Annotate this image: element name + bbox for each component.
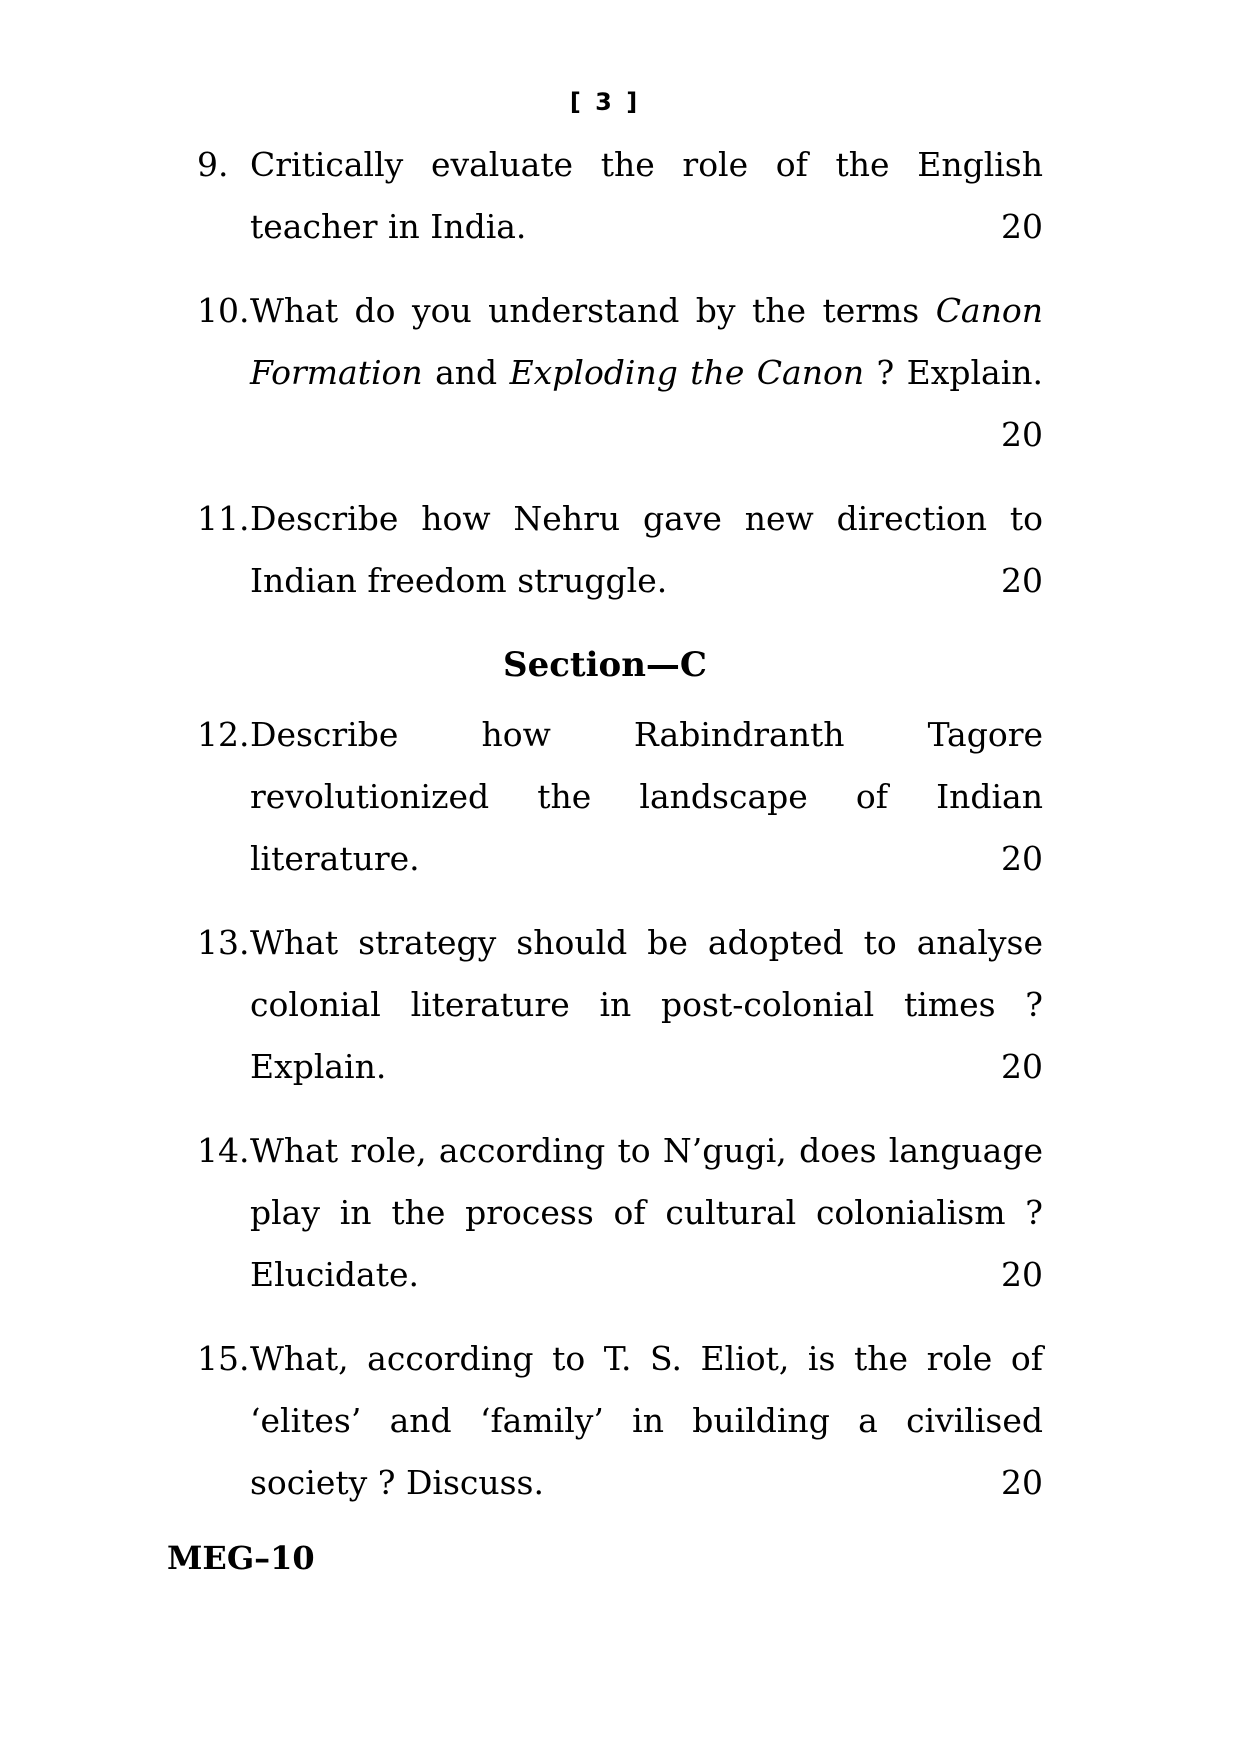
- question-text-line: [250, 404, 1043, 466]
- question-text-line: [250, 1390, 1043, 1452]
- question-14: [167, 1120, 1043, 1306]
- question-number: 15.: [197, 1339, 250, 1378]
- question-text: [250, 715, 1043, 754]
- question-text-line: [250, 828, 1043, 890]
- text-segment: literature.: [250, 839, 420, 878]
- text-segment: What strategy should be adopted to analyse: [250, 923, 1043, 962]
- question-text-line: [250, 550, 1043, 612]
- question-9: [167, 134, 1043, 258]
- question-text: [250, 985, 1043, 1024]
- page-number: [ 3 ]: [569, 88, 641, 116]
- question-text: [250, 839, 420, 878]
- text-segment: colonial literature in post-colonial times ?: [250, 985, 1043, 1024]
- question-text-line: [250, 766, 1043, 828]
- question-text-line: [250, 1120, 1043, 1182]
- question-text: [250, 1339, 1043, 1378]
- question-body: [250, 912, 1043, 1098]
- question-text-line: [250, 704, 1043, 766]
- text-segment: ‘elites’ and ‘family’ in building a civilised: [250, 1401, 1043, 1440]
- marks-value: 20: [1001, 1255, 1043, 1294]
- text-segment: Elucidate.: [250, 1255, 420, 1294]
- question-text: [250, 1131, 1043, 1170]
- marks-value: 20: [1001, 415, 1043, 454]
- question-text-line: [250, 1182, 1043, 1244]
- question-number: 13.: [197, 923, 250, 962]
- question-number: 12.: [197, 715, 250, 754]
- question-text: [250, 1193, 1043, 1232]
- question-number: 10.: [197, 291, 250, 330]
- question-number: 9.: [197, 145, 229, 184]
- marks-value: 20: [1001, 207, 1043, 246]
- italic-term: Canon: [935, 291, 1043, 330]
- question-text: [250, 777, 1043, 816]
- text-segment: Critically evaluate the role of the English: [250, 145, 1043, 184]
- question-text: [250, 353, 1043, 392]
- text-segment: Describe how Rabindranth Tagore: [250, 715, 1043, 754]
- question-text: [250, 1047, 386, 1086]
- italic-term: Formation: [250, 353, 423, 392]
- text-segment: Indian freedom struggle.: [250, 561, 668, 600]
- question-text: [250, 923, 1043, 962]
- question-text-line: [250, 134, 1043, 196]
- text-segment: play in the process of cultural colonialism ?: [250, 1193, 1043, 1232]
- question-text-line: [250, 1328, 1043, 1390]
- text-segment: and: [422, 353, 510, 392]
- question-text-line: [250, 1452, 1043, 1514]
- question-12: [167, 704, 1043, 890]
- section-heading-section-c: Section—C: [503, 645, 707, 685]
- question-body: [250, 1120, 1043, 1306]
- text-segment: What, according to T. S. Eliot, is the role of: [250, 1339, 1043, 1378]
- question-text: [250, 499, 1043, 538]
- marks-value: 20: [1001, 1047, 1043, 1086]
- question-body: [250, 704, 1043, 890]
- marks-value: 20: [1001, 839, 1043, 878]
- question-text-line: [250, 1244, 1043, 1306]
- question-text: [250, 561, 667, 600]
- question-body: [250, 1328, 1043, 1514]
- marks-value: 20: [1001, 561, 1043, 600]
- question-body: [250, 488, 1043, 612]
- question-text: [250, 291, 1043, 330]
- question-text: [250, 207, 526, 246]
- text-segment: What do you understand by the terms: [250, 291, 936, 330]
- question-text: [250, 145, 1043, 184]
- text-segment: ? Explain.: [864, 353, 1043, 392]
- question-text-line: [250, 974, 1043, 1036]
- text-segment: teacher in India.: [250, 207, 527, 246]
- question-body: [250, 134, 1043, 258]
- text-segment: Explain.: [250, 1047, 387, 1086]
- question-text-line: [250, 280, 1043, 342]
- question-text: [250, 1401, 1043, 1440]
- question-text-line: [250, 1036, 1043, 1098]
- question-text-line: [250, 912, 1043, 974]
- question-number: 11.: [197, 499, 250, 538]
- question-text-line: [250, 342, 1043, 404]
- paper-code: MEG–10: [167, 1539, 315, 1577]
- marks-value: 20: [1001, 1463, 1043, 1502]
- question-text: [250, 1463, 544, 1502]
- question-text-line: [250, 196, 1043, 258]
- text-segment: society ? Discuss.: [250, 1463, 544, 1502]
- question-11: [167, 488, 1043, 612]
- question-10: [167, 280, 1043, 466]
- text-segment: revolutionized the landscape of Indian: [250, 777, 1043, 816]
- question-text: [250, 1255, 419, 1294]
- text-segment: What role, according to N’gugi, does language: [250, 1131, 1043, 1170]
- question-15: [167, 1328, 1043, 1514]
- question-body: [250, 280, 1043, 466]
- question-text-line: [250, 488, 1043, 550]
- text-segment: Describe how Nehru gave new direction to: [250, 499, 1043, 538]
- question-list: [167, 134, 1043, 1514]
- italic-term: Exploding the Canon: [509, 353, 865, 392]
- question-number: 14.: [197, 1131, 250, 1170]
- question-13: [167, 912, 1043, 1098]
